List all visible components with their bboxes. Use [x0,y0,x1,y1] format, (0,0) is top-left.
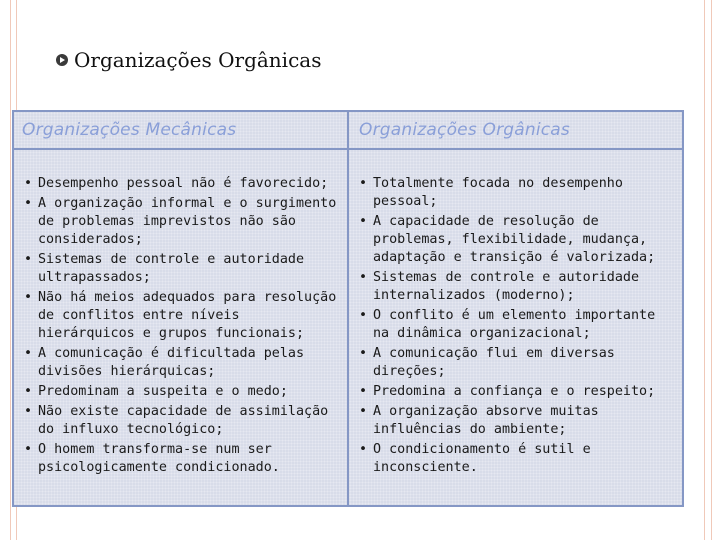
list-item: • A capacidade de resolução de problemas, flexibilidade, mudança, adaptação e transição é valorizada; [357,213,676,267]
column-organic [347,110,684,507]
list-item: • A organização informal e o surgimento de problemas imprevistos não são considerados; [22,195,341,249]
column-header-mechanical: Organizações Mecânicas [14,112,347,150]
column-mechanical [12,110,349,507]
decorative-frame-right [704,0,712,540]
slide-title [56,48,321,72]
list-item: • Não existe capacidade de assimilação do influxo tecnológico; [22,403,341,439]
list-item: • Totalmente focada no desempenho pessoal; [357,175,676,211]
list-item: • A organização absorve muitas influências do ambiente; [357,403,676,439]
list-item: • Desempenho pessoal não é favorecido; [22,175,341,193]
list-organic [349,150,682,477]
list-item: • O homem transforma-se num ser psicologicamente condicionado. [22,441,341,477]
column-header-organic: Organizações Orgânicas [349,112,682,150]
list-item: • Predominam a suspeita e o medo; [22,383,341,401]
list-item: • Sistemas de controle e autoridade ultrapassados; [22,251,341,287]
list-item: • O condicionamento é sutil e inconsciente. [357,441,676,477]
slide-title-text: Organizações Orgânicas [74,48,322,72]
list-item: • O conflito é um elemento importante na dinâmica organizacional; [357,307,676,343]
list-item: • Sistemas de controle e autoridade internalizados (moderno); [357,269,676,305]
list-item: • A comunicação flui em diversas direções; [357,345,676,381]
list-item: • Não há meios adequados para resolução de conflitos entre níveis hierárquicos e grupos funcionais; [22,289,341,343]
list-mechanical [14,150,347,477]
list-item: • Predomina a confiança e o respeito; [357,383,676,401]
list-item: • A comunicação é dificultada pelas divisões hierárquicas; [22,345,341,381]
circled-arrow-bullet-icon [56,54,68,66]
